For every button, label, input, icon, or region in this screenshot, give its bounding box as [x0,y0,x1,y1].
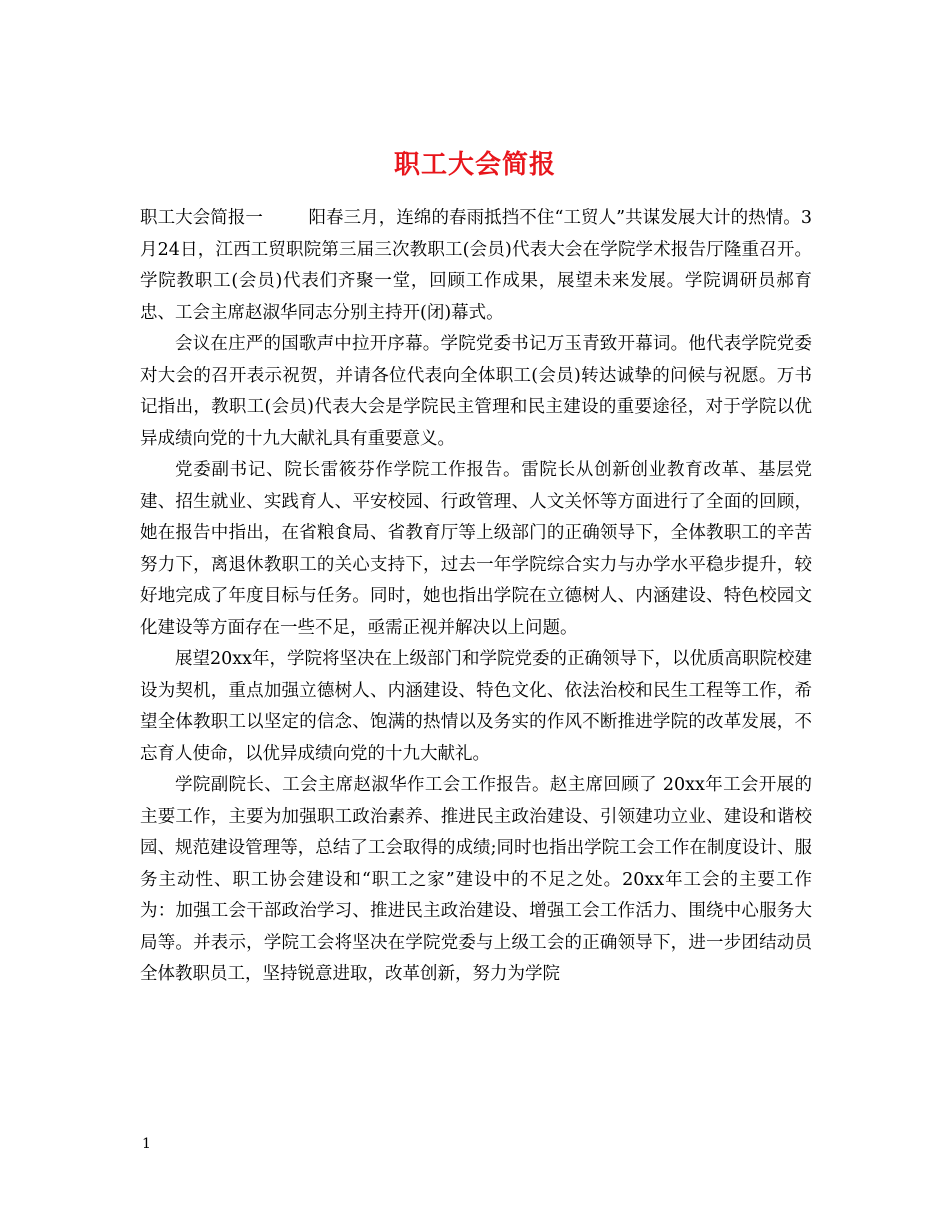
paragraph-5: 学院副院长、工会主席赵淑华作工会工作报告。赵主席回顾了 20xx年工会开展的主要工作，主要为加强职工政治素养、推进民主政治建设、引领建功立业、建设和谐校园、规范建设管理等，总结了工会取得的成绩;同时也指出学院工会工作在制度设计、服务主动性、职工协会建设和“职工之家”建设中的不足之处。20xx年工会的主要工作为：加强工会干部政治学习、推进民主政治建设、增强工会工作活力、围绕中心服务大局等。并表示，学院工会将坚决在学院党委与上级工会的正确领导下，进一步团结动员全体教职员工，坚持锐意进取，改革创新，努力为学院 [140,775,812,984]
paragraph-1-text: 阳春三月，连绵的春雨抵挡不住“工贸人”共谋发展大计的热情。3月24日，江西工贸职院第三届三次教职工(会员)代表大会在学院学术报告厅隆重召开。学院教职工(会员)代表们齐聚一堂，回顾工作成果，展望未来发展。学院调研员郝育忠、工会主席赵淑华同志分别主持开(闭)幕式。 [140,208,812,323]
document-body [140,203,812,991]
paragraph-3: 党委副书记、院长雷筱芬作学院工作报告。雷院长从创新创业教育改革、基层党建、招生就业、实践育人、平安校园、行政管理、人文关怀等方面进行了全面的回顾，她在报告中指出，在省粮食局、省教育厅等上级部门的正确领导下，全体教职工的辛苦努力下，离退休教职工的关心支持下，过去一年学院综合实力与办学水平稳步提升，较好地完成了年度目标与任务。同时，她也指出学院在立德树人、内涵建设、特色校园文化建设等方面存在一些不足，亟需正视并解决以上问题。 [140,460,812,638]
document-title: 职工大会简报 [393,150,556,181]
paragraph-4: 展望20xx年，学院将坚决在上级部门和学院党委的正确领导下，以优质高职院校建设为契机，重点加强立德树人、内涵建设、特色文化、依法治校和民生工程等工作，希望全体教职工以坚定的信念、饱满的热情以及务实的作风不断推进学院的改革发展，不忘育人使命，以优异成绩向党的十九大献礼。 [140,649,813,764]
paragraph-1 [140,203,812,329]
lead-label: 职工大会简报一 [140,208,263,228]
paragraph-2: 会议在庄严的国歌声中拉开序幕。学院党委书记万玉青致开幕词。他代表学院党委对大会的召开表示祝贺，并请各位代表向全体职工(会员)转达诚挚的问候与祝愿。万书记指出，教职工(会员)代表大会是学院民主管理和民主建设的重要途径，对于学院以优异成绩向党的十九大献礼具有重要意义。 [140,334,812,449]
page-number: 1 [142,1136,151,1152]
